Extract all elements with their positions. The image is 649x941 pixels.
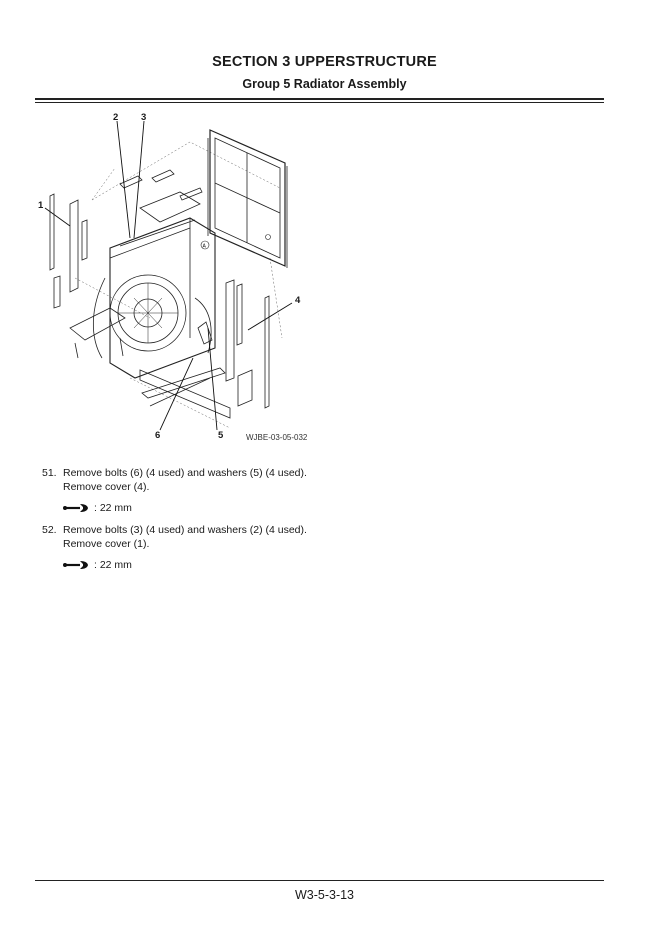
callout-2: 2 <box>113 112 119 123</box>
step-number: 52. <box>42 524 57 536</box>
callout-6: 6 <box>155 430 161 441</box>
step-number: 51. <box>42 467 57 479</box>
header-rule-thin <box>35 102 604 103</box>
group-title: Group 5 Radiator Assembly <box>242 77 407 91</box>
step-text-line1: Remove bolts (3) (4 used) and washers (2) (4 used). <box>63 524 307 536</box>
tool-spec <box>62 559 132 571</box>
tool-spec <box>62 502 132 514</box>
wrench-icon <box>62 503 90 513</box>
page-code: W3-5-3-13 <box>294 888 355 902</box>
callout-5: 5 <box>218 430 224 441</box>
tool-size: : 22 mm <box>94 502 132 514</box>
section-title: SECTION 3 UPPERSTRUCTURE <box>212 54 437 70</box>
callout-1: 1 <box>38 200 44 211</box>
footer-rule <box>35 880 604 881</box>
marker-a: A <box>202 243 206 250</box>
wrench-icon <box>62 560 90 570</box>
tool-size: : 22 mm <box>94 559 132 571</box>
step-text-line1: Remove bolts (6) (4 used) and washers (5) (4 used). <box>63 467 307 479</box>
header-rule <box>35 98 604 100</box>
radiator-drawing <box>30 108 330 453</box>
figure-code: WJBE-03-05-032 <box>246 433 308 442</box>
radiator-exploded-diagram <box>30 108 330 453</box>
callout-3: 3 <box>141 112 147 123</box>
callout-4: 4 <box>295 295 301 306</box>
step-text-line2: Remove cover (1). <box>63 538 150 550</box>
step-text-line2: Remove cover (4). <box>63 481 150 493</box>
